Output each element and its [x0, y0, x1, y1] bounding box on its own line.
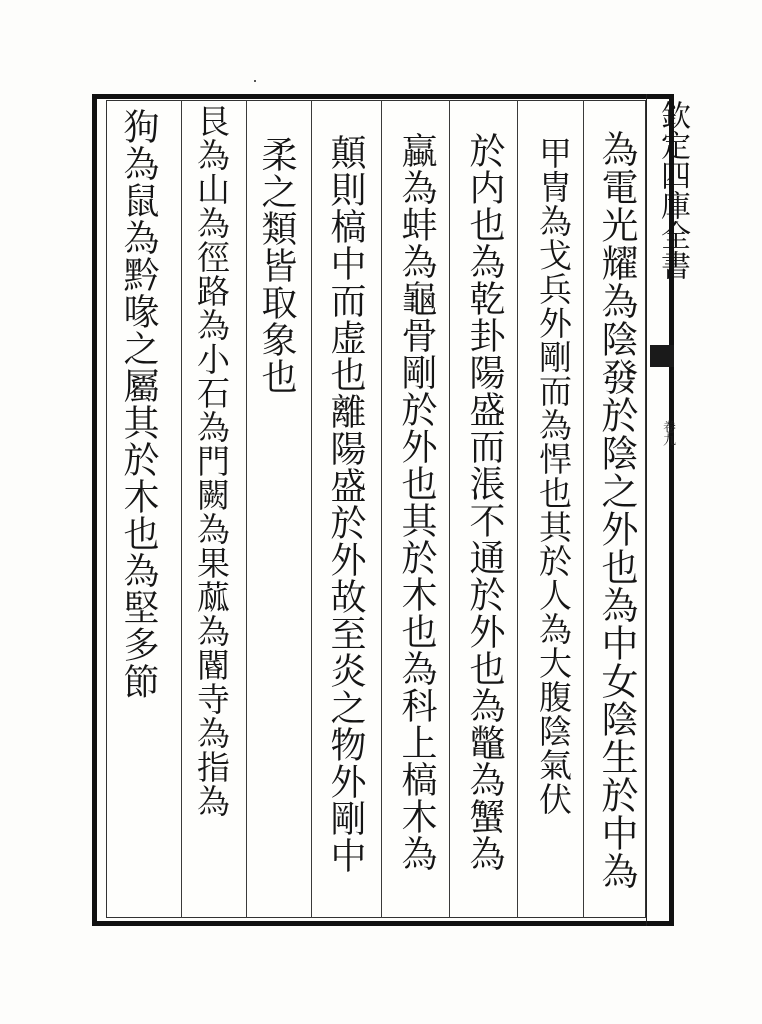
column-rule	[311, 100, 312, 918]
column-rule	[246, 100, 247, 918]
text-column-5: 顛則槁中而虚也離陽盛於外故至炎之物外剛中	[325, 134, 366, 874]
text-column-8: 狗為鼠為黔喙之屬其於木也為堅多節	[118, 108, 159, 700]
column-rule	[381, 100, 382, 918]
text-column-4: 蠃為蚌為龜骨剛於外也其於木也為科上槁木為	[396, 132, 437, 872]
column-rule	[583, 100, 584, 918]
column-rule	[181, 100, 182, 918]
margin-fishtail-mark	[650, 345, 674, 367]
text-column-7: 艮為山為徑路為小石為門闕為果蓏為閽寺為指為	[192, 104, 231, 818]
column-rule	[449, 100, 450, 918]
text-column-6: 柔之類皆取象也	[256, 136, 297, 395]
ink-speck	[254, 80, 256, 82]
margin-gutter-line	[646, 94, 647, 926]
text-column-1: 為電光耀為陰發於陰之外也為中女陰生於中為	[595, 130, 638, 890]
margin-volume-label: 卷九	[660, 420, 675, 446]
text-column-2: 甲冑為戈兵外剛而為悍也其於人為大腹陰氣伏	[534, 136, 573, 816]
column-rule	[517, 100, 518, 918]
margin-title: 欽定四庫全書	[655, 100, 690, 280]
text-column-3: 於内也為乾卦陽盛而涱不通於外也為鼈為蟹為	[464, 132, 505, 872]
